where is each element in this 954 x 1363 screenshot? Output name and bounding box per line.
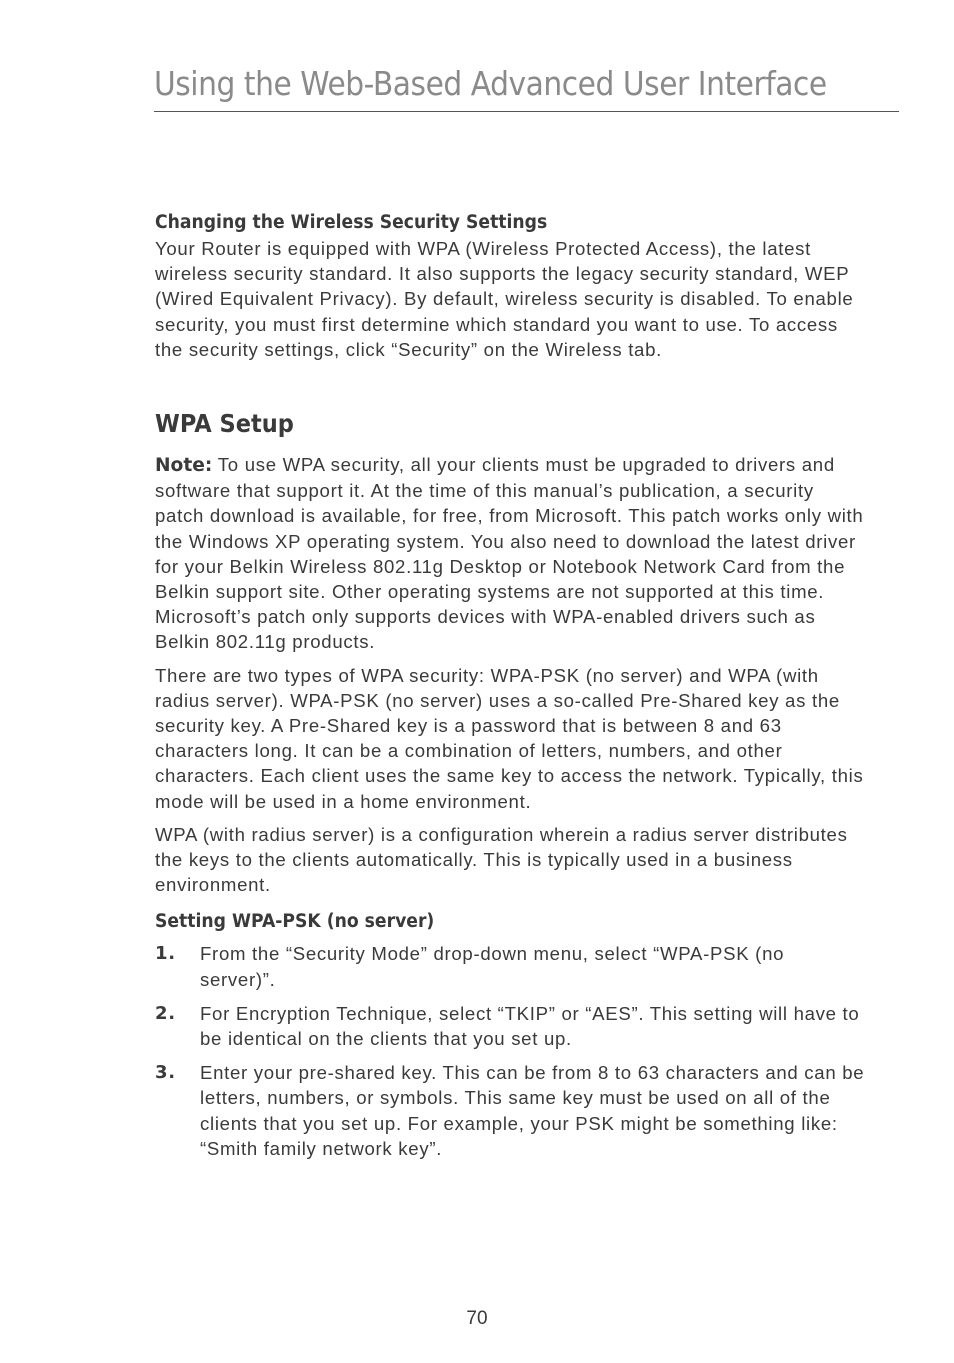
step-text: From the “Security Mode” drop-down menu, select “WPA-PSK (no server)”. [200,943,785,990]
step-item [155,941,865,991]
wireless-security-title: Changing the Wireless Security Settings [155,212,548,233]
step-text: Enter your pre-shared key. This can be from 8 to 63 characters and can be letters, numbers, or symbols. This same key must be used on all of the clients that you set up. For example, your PSK might be something like: “Smith family network key”. [200,1062,865,1159]
step-number: 3. [155,1062,176,1084]
page-content [155,209,865,1170]
step-item [155,1001,865,1051]
wpa-note-paragraph [155,452,865,655]
wpa-setup-heading: WPA Setup [155,409,294,439]
step-number: 2. [155,1002,176,1024]
psk-setup-title: Setting WPA-PSK (no server) [155,911,435,933]
note-text: To use WPA security, all your clients must be upgraded to drivers and software that support it. At the time of this manual’s publication, a security patch download is available, for free, from Microsoft. This patch works only with the Windows XP operating system. You also need to download the latest driver for your Belkin Wireless 802.11g Desktop or Notebook Network Card from the Belkin support site. Other operating systems are not supported at this time. Microsoft’s patch only supports devices with WPA-enabled drivers such as Belkin 802.11g products. [155,454,864,653]
page-number: 70 [466,1308,488,1329]
step-text: For Encryption Technique, select “TKIP” or “AES”. This setting will have to be identical on the clients that you set up. [200,1002,860,1050]
page-title: Using the Web-Based Advanced User Interface [154,64,827,103]
wpa-types-paragraph: There are two types of WPA security: WPA-PSK (no server) and WPA (with radius server). WPA-PSK (no server) uses a so-called Pre-Shared key as the security key. A Pre-Shared key is a password that is between 8 and 63 characters long. It can be a combination of letters, numbers, and other characters. Each client uses the same key to access the network. Typically, this mode will be used in a home environment. [155,664,864,812]
wireless-security-body: Your Router is equipped with WPA (Wireless Protected Access), the latest wireless security standard. It also supports the legacy security standard, WEP (Wired Equivalent Privacy). By default, wireless security is disabled. To enable security, you must first determine which standard you want to use. To access the security settings, click “Security” on the Wireless tab. [155,238,854,360]
psk-steps-list [155,941,865,1161]
step-number: 1. [155,943,176,965]
note-label: Note: [155,455,213,477]
step-item [155,1060,865,1161]
page-header [154,62,899,106]
wpa-radius-paragraph: WPA (with radius server) is a configuration wherein a radius server distributes the keys to the clients automatically. This is typically used in a business environment. [155,823,848,896]
header-divider [154,111,899,112]
